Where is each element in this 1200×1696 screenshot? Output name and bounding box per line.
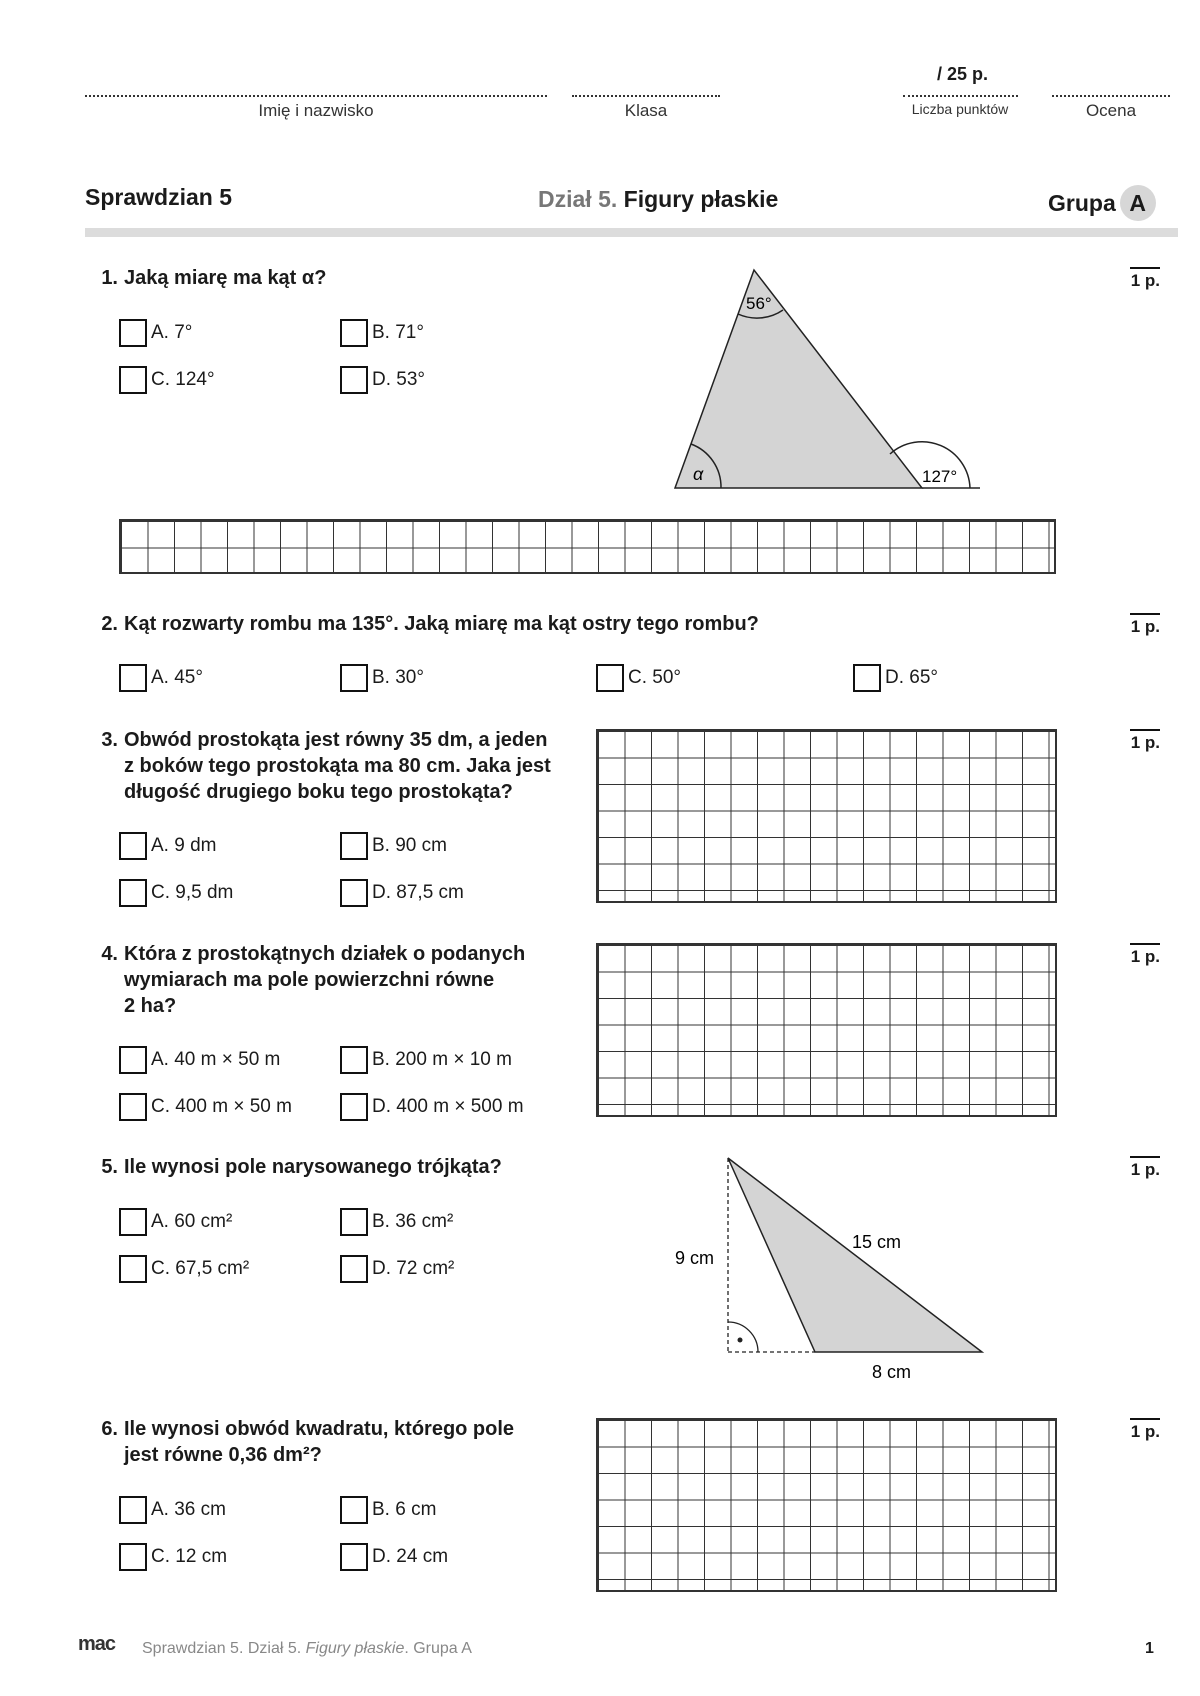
option-4a[interactable]: A. 40 m × 50 m xyxy=(119,1044,280,1076)
option-3a[interactable]: A. 9 dm xyxy=(119,830,216,862)
question-number: 6. xyxy=(101,1418,118,1440)
checkbox[interactable] xyxy=(119,319,147,347)
class-field[interactable] xyxy=(572,95,720,97)
option-5a[interactable]: A. 60 cm² xyxy=(119,1206,232,1238)
option-5c[interactable]: C. 67,5 cm² xyxy=(119,1253,249,1285)
answer-grid-q1[interactable] xyxy=(119,519,1056,574)
option-1a[interactable]: A. 7° xyxy=(119,317,192,349)
label-hypotenuse: 15 cm xyxy=(852,1232,902,1252)
checkbox[interactable] xyxy=(340,1046,368,1074)
label-alpha: α xyxy=(693,464,704,484)
question-text: Jaką miarę ma kąt α? xyxy=(124,267,327,289)
checkbox[interactable] xyxy=(119,879,147,907)
question-4 xyxy=(90,941,525,1019)
option-3b[interactable]: B. 90 cm xyxy=(340,830,447,862)
group-word: Grupa xyxy=(1048,190,1116,216)
footer-text: Sprawdzian 5. Dział 5. Figury płaskie. Grupa A xyxy=(142,1640,472,1657)
option-2c[interactable]: C. 50° xyxy=(596,662,681,694)
triangle-figure-q5 xyxy=(660,1150,1000,1390)
label-height: 9 cm xyxy=(675,1248,715,1268)
checkbox[interactable] xyxy=(340,1255,368,1283)
grade-label: Ocena xyxy=(1085,101,1137,120)
question-text: Ile wynosi pole narysowanego trójkąta? xyxy=(124,1156,502,1178)
points-q5: 1 p. xyxy=(1110,1156,1160,1180)
triangle-figure-q1 xyxy=(660,260,990,500)
points-total: / 25 p. xyxy=(937,64,989,84)
question-number: 4. xyxy=(101,943,118,965)
question-number: 1. xyxy=(101,267,118,289)
checkbox[interactable] xyxy=(119,1208,147,1236)
class-label: Klasa xyxy=(624,101,668,120)
option-3d[interactable]: D. 87,5 cm xyxy=(340,877,464,909)
checkbox[interactable] xyxy=(340,319,368,347)
label-127: 127° xyxy=(922,467,958,486)
triangle-shape xyxy=(675,270,922,488)
question-5 xyxy=(90,1154,502,1180)
section-prefix: Dział 5. xyxy=(538,186,618,212)
name-label: Imię i nazwisko xyxy=(258,101,374,120)
option-2d[interactable]: D. 65° xyxy=(853,662,938,694)
option-1c[interactable]: C. 124° xyxy=(119,364,215,396)
question-text: Która z prostokątnych działek o podanych wymiarach ma pole powierzchni równe 2 ha? xyxy=(124,943,526,1017)
label-56: 56° xyxy=(746,294,772,313)
option-3c[interactable]: C. 9,5 dm xyxy=(119,877,233,909)
checkbox[interactable] xyxy=(119,1496,147,1524)
checkbox[interactable] xyxy=(340,1208,368,1236)
answer-grid-q6[interactable] xyxy=(596,1418,1057,1592)
question-text: Obwód prostokąta jest równy 35 dm, a jeden z boków tego prostokąta ma 80 cm. Jaka jest długość drugiego boku tego prostokąta? xyxy=(124,729,551,803)
option-6b[interactable]: B. 6 cm xyxy=(340,1494,436,1526)
checkbox[interactable] xyxy=(340,1496,368,1524)
checkbox[interactable] xyxy=(119,1255,147,1283)
option-2a[interactable]: A. 45° xyxy=(119,662,203,694)
checkbox[interactable] xyxy=(340,832,368,860)
name-field[interactable] xyxy=(85,95,547,97)
answer-grid-q3[interactable] xyxy=(596,729,1057,903)
points-q3: 1 p. xyxy=(1110,729,1160,753)
answer-grid-q4[interactable] xyxy=(596,943,1057,1117)
triangle-shape xyxy=(728,1158,982,1352)
question-text: Kąt rozwarty rombu ma 135°. Jaką miarę ma kąt ostry tego rombu? xyxy=(124,613,759,635)
option-4b[interactable]: B. 200 m × 10 m xyxy=(340,1044,512,1076)
points-q2: 1 p. xyxy=(1110,613,1160,637)
checkbox[interactable] xyxy=(596,664,624,692)
page-number: 1 xyxy=(1145,1640,1154,1657)
checkbox[interactable] xyxy=(119,1093,147,1121)
grade-field[interactable] xyxy=(1052,95,1170,97)
section-title xyxy=(538,186,778,213)
checkbox[interactable] xyxy=(340,1543,368,1571)
option-5b[interactable]: B. 36 cm² xyxy=(340,1206,453,1238)
checkbox[interactable] xyxy=(853,664,881,692)
section-name: Figury płaskie xyxy=(623,186,779,212)
checkbox[interactable] xyxy=(340,366,368,394)
points-label: Liczba punktów xyxy=(911,101,1009,117)
right-angle-dot xyxy=(738,1338,743,1343)
points-q1: 1 p. xyxy=(1110,267,1160,291)
option-1d[interactable]: D. 53° xyxy=(340,364,425,396)
question-text: Ile wynosi obwód kwadratu, którego pole jest równe 0,36 dm²? xyxy=(124,1418,515,1466)
option-4d[interactable]: D. 400 m × 500 m xyxy=(340,1091,524,1123)
title-divider xyxy=(85,228,1178,237)
question-1 xyxy=(90,265,326,291)
option-4c[interactable]: C. 400 m × 50 m xyxy=(119,1091,292,1123)
checkbox[interactable] xyxy=(119,366,147,394)
question-number: 5. xyxy=(101,1156,118,1178)
checkbox[interactable] xyxy=(119,664,147,692)
points-q6: 1 p. xyxy=(1110,1418,1160,1442)
question-3 xyxy=(90,727,551,805)
option-6c[interactable]: C. 12 cm xyxy=(119,1541,227,1573)
option-1b[interactable]: B. 71° xyxy=(340,317,424,349)
checkbox[interactable] xyxy=(119,1543,147,1571)
question-number: 2. xyxy=(101,613,118,635)
points-field[interactable] xyxy=(903,95,1018,97)
group-badge: A xyxy=(1120,185,1156,221)
group-label xyxy=(1048,185,1156,221)
checkbox[interactable] xyxy=(340,879,368,907)
question-number: 3. xyxy=(101,729,118,751)
option-2b[interactable]: B. 30° xyxy=(340,662,424,694)
publisher-logo: mac xyxy=(78,1633,116,1655)
checkbox[interactable] xyxy=(119,832,147,860)
question-6 xyxy=(90,1416,514,1468)
checkbox[interactable] xyxy=(340,664,368,692)
option-5d[interactable]: D. 72 cm² xyxy=(340,1253,454,1285)
test-title: Sprawdzian 5 xyxy=(85,184,232,210)
right-angle-arc xyxy=(728,1322,758,1352)
option-6a[interactable]: A. 36 cm xyxy=(119,1494,226,1526)
label-base: 8 cm xyxy=(872,1362,912,1382)
points-q4: 1 p. xyxy=(1110,943,1160,967)
question-2 xyxy=(90,611,759,637)
checkbox[interactable] xyxy=(119,1046,147,1074)
option-6d[interactable]: D. 24 cm xyxy=(340,1541,448,1573)
checkbox[interactable] xyxy=(340,1093,368,1121)
